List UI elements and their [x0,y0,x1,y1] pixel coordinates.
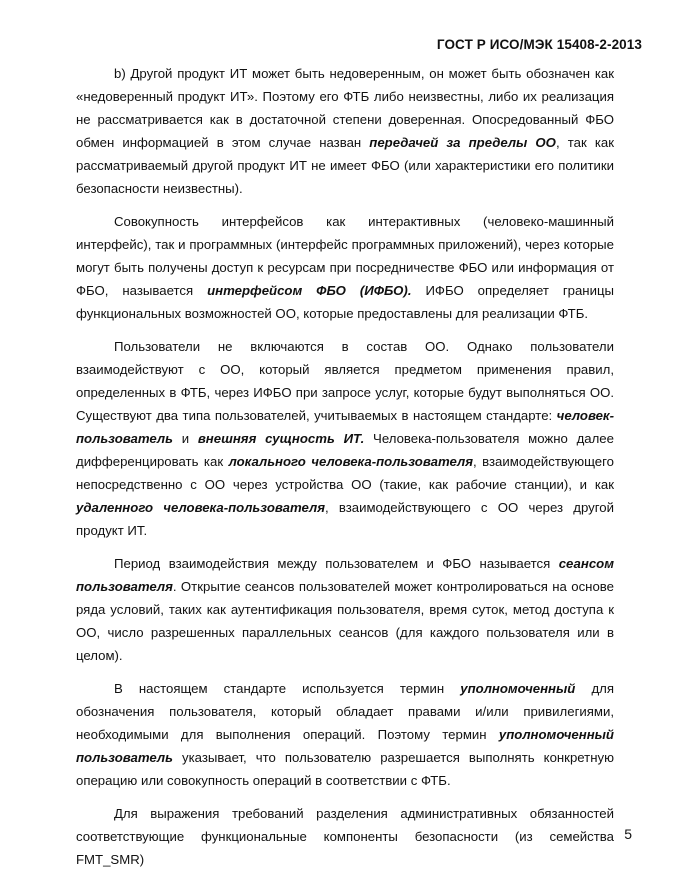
text-segment: и [172,431,198,446]
text-segment: , взаимодействующего с ОО через другой продукт ИТ. [76,500,614,538]
text-segment: b) Другой продукт ИТ может быть недоверенным, он может быть обозначен как «недоверенный продукт ИТ». Поэтому его ФТБ либо неизвестны, либо их реализация не рассматривается как в достаточной степени доверенная. Опосредованный ФБО обмен информацией в этом случае назван [76,66,614,150]
paragraph [76,210,614,325]
paragraph [76,677,614,792]
paragraph [76,62,614,200]
text-segment: Для выражения требований разделения административных обязанностей соответствующие функциональные компоненты безопасности (из семейства FMT_SMR) [76,806,614,867]
text-segment: Период взаимодействия между пользователем и ФБО называется [114,556,559,571]
document-body [76,62,614,881]
emphasized-term: человек-пользователь [76,408,614,446]
text-segment: Совокупность интерфейсов как интерактивных (человеко-машинный интерфейс), так и программных (интерфейс программных приложений), через которые могут быть получены доступ к ресурсам при посредничестве ФБО или информация от ФБО, называется [76,214,614,298]
emphasized-term: локального человека-пользователя [228,454,474,469]
text-segment: . Открытие сеансов пользователей может контролироваться на основе ряда условий, таких как аутентификация пользователя, время суток, метод доступа к ОО, число разрешенных параллельных сеансов (для каждого пользователя или в целом). [76,579,614,663]
text-segment: Пользователи не включаются в состав ОО. Однако пользователи взаимодействуют с ОО, который является предметом применения правил, определенных в ФТБ, через ИФБО при запросе услуг, которые будут выполняться ОО. Cуществуют два типа пользователей, учитываемых в настоящем стандарте: [76,339,614,423]
text-segment: В настоящем стандарте используется термин [114,681,461,696]
text-segment: ИФБО определяет границы функциональных возможностей ОО, которые предоставлены для реализации ФТБ. [76,283,614,321]
paragraph [76,552,614,667]
document-header: ГОСТ Р ИСО/МЭК 15408-2-2013 [436,37,642,52]
emphasized-term: уполномоченный [460,681,576,696]
emphasized-term: уполномоченный пользователь [76,727,614,765]
emphasized-term: внешняя сущность ИТ. [197,431,365,446]
text-segment: , взаимодействующего непосредственно с ОО через устройства ОО (такие, как рабочие станции), и как [76,454,614,492]
emphasized-term: передачей за пределы ОО [369,135,556,150]
text-segment: , так как рассматриваемый другой продукт ИТ не имеет ФБО (или характеристики его политики безопасности неизвестны). [76,135,614,196]
text-segment: для обозначения пользователя, который обладает правами и/или привилегиями, необходимыми для выполнения операций. Поэтому термин [76,681,614,742]
emphasized-term: интерфейсом ФБО (ИФБО). [207,283,412,298]
page-number: 5 [624,826,632,842]
text-segment: указывает, что пользователю разрешается выполнять конкретную операцию или совокупность операций в соответствии с ФТБ. [76,750,614,788]
emphasized-term: сеансом пользователя [76,556,614,594]
paragraph [76,802,614,871]
emphasized-term: удаленного человека-пользователя [76,500,326,515]
text-segment: Человека-пользователя можно далее дифференцировать как [76,431,614,469]
paragraph [76,335,614,542]
